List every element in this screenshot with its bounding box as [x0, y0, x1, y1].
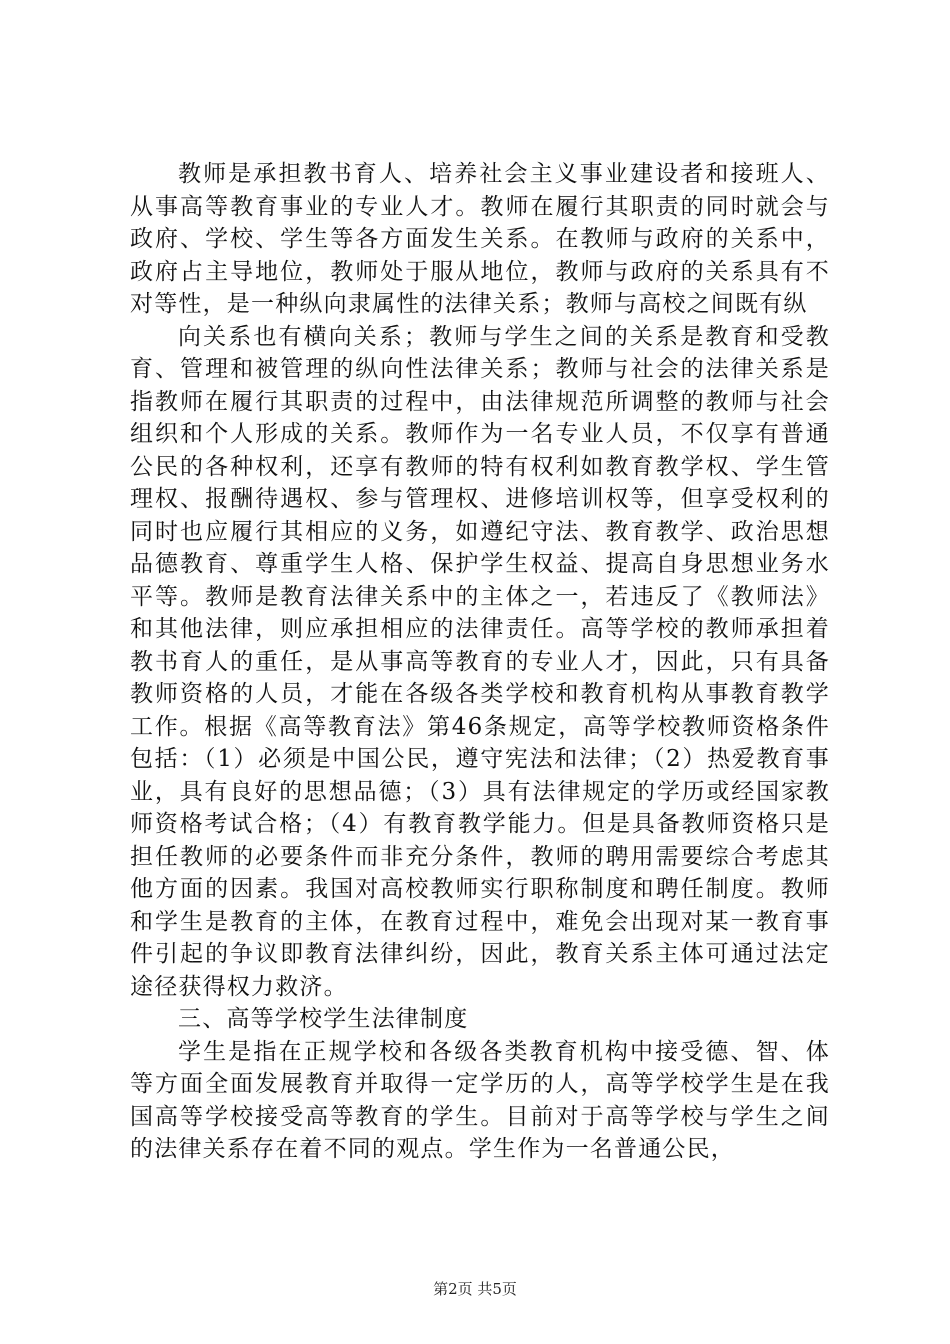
document-body [130, 158, 830, 1166]
paragraph-student-definition: 学生是指在正规学校和各级各类教育机构中接受德、智、体等方面全面发展教育并取得一定学历的人，高等学校学生是在我国高等学校接受高等教育的学生。目前对于高等学校与学生之间的法律关系存在着不同的观点。学生作为一名普通公民， [130, 1038, 830, 1162]
section-heading-student-law: 三、高等学校学生法律制度 [178, 1006, 469, 1032]
paragraph-teacher-relations: 向关系也有横向关系；教师与学生之间的关系是教育和受教育、管理和被管理的纵向性法律关系；教师与社会的法律关系是指教师在履行其职责的过程中，由法律规范所调整的教师与社会组织和个人形成的关系。教师作为一名专业人员，不仅享有普通公民的各种权利，还享有教师的特有权利如教育教学权、学生管理权、报酬待遇权、参与管理权、进修培训权等，但享受权利的同时也应履行其相应的义务，如遵纪守法、教育教学、政治思想品德教育、尊重学生人格、保护学生权益、提高自身思想业务水平等。教师是教育法律关系中的主体之一，若违反了《教师法》和其他法律，则应承担相应的法律责任。高等学校的教师承担着教书育人的重任，是从事高等教育的专业人才，因此，只有具备教师资格的人员，才能在各级各类学校和教育机构从事教育教学工作。根据《高等教育法》第46条规定，高等学校教师资格条件包括：（1）必须是中国公民，遵守宪法和法律；（2）热爱教育事业，具有良好的思想品德；（3）具有法律规定的学历或经国家教师资格考试合格；（4）有教育教学能力。但是具备教师资格只是担任教师的必要条件而非充分条件，教师的聘用需要综合考虑其他方面的因素。我国对高校教师实行职称制度和聘任制度。教师和学生是教育的主体，在教育过程中，难免会出现对某一教育事件引起的争议即教育法律纠纷，因此，教育关系主体可通过法定途径获得权力救济。 [130, 323, 830, 1000]
paragraph-teacher-role: 教师是承担教书育人、培养社会主义事业建设者和接班人、从事高等教育事业的专业人才。教师在履行其职责的同时就会与政府、学校、学生等各方面发生关系。在教师与政府的关系中，政府占主导地位，教师处于服从地位，教师与政府的关系具有不对等性，是一种纵向隶属性的法律关系；教师与高校之间既有纵 [130, 161, 830, 317]
page-number-footer: 第2页 共5页 [433, 1280, 517, 1298]
